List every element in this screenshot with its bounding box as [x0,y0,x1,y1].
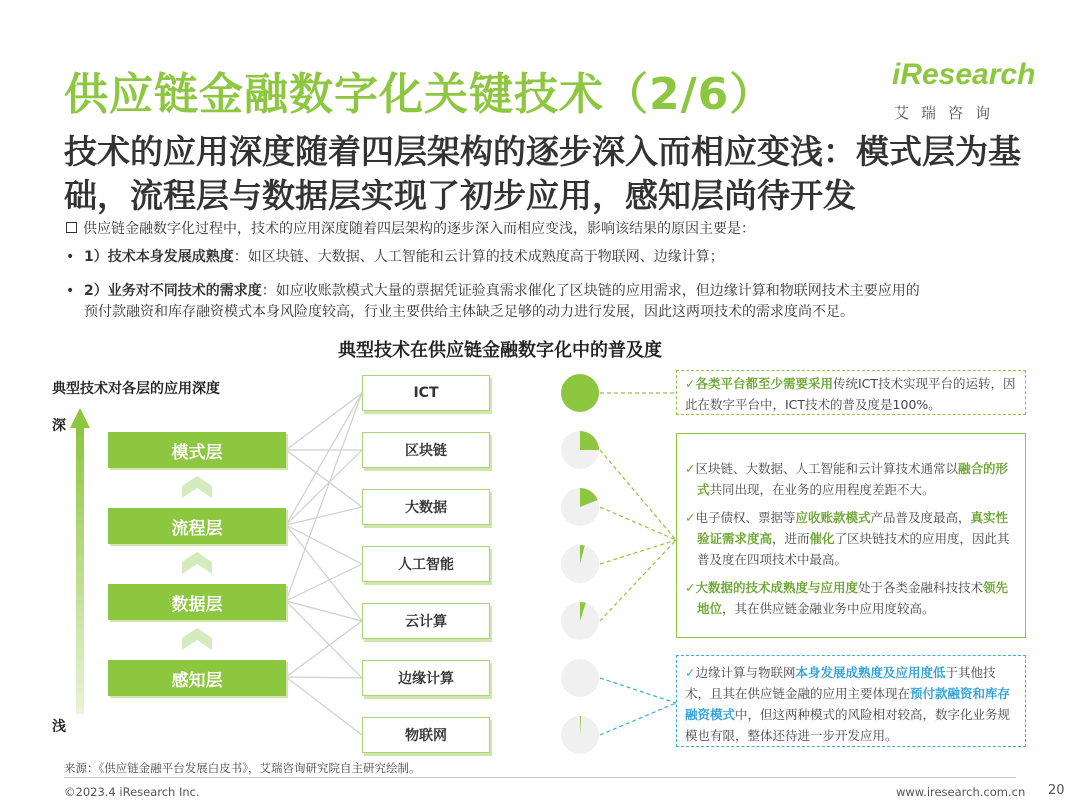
pie-slice-1 [580,431,599,450]
point-2-bold: 2）业务对不同技术的需求度 [84,283,262,299]
note-low-b2: 预付款融资和库存融资模式 [685,686,1011,722]
note-mid-2-t2: 产品普及度最高， [870,510,971,525]
adoption-pies [561,374,599,754]
intro-label: 供应链金融数字化过程中，技术的应用深度随着四层架构的逐步深入而相应变浅，影响该结果的原因主要是： [83,221,755,237]
check-icon: ✓ [685,461,696,476]
axis-title: 典型技术对各层的应用深度 [52,381,220,397]
tech-ai: 人工智能 [362,546,490,582]
point-2-text: ：如应收账款模式大量的票据凭证验真需求催化了区块链的应用需求，但边缘计算和物联网技术主要应用的 [261,283,920,299]
tech-edge: 边缘计算 [362,660,490,696]
note-ict-bold: 各类平台都至少需要采用 [695,376,833,391]
diagram-title: 典型技术在供应链金融数字化中的普及度 [338,340,662,361]
note-mid-2-b1: 应收账款模式 [795,510,871,525]
check-icon: ✓ [685,510,696,525]
pie-slice-0 [561,374,599,412]
shallow-label: 浅 [52,719,66,735]
check-icon: ✓ [685,580,696,595]
point-2-text-cont: 预付款融资和库存融资模式本身风险度较高，行业主要供给主体缺乏足够的动力进行发展，因此这两项技术的需求度尚不足。 [84,304,854,320]
layer-model: 模式层 [108,432,286,468]
tech-blockchain: 区块链 [362,432,490,468]
note-mid-2-b3: 催化 [809,531,835,546]
note-mid-2 [685,507,1015,570]
note-mid-3-t1: 处于各类金融科技技术 [858,580,984,595]
note-low-t2: 于其他技术，且其在供应链金融的应用主要体现在 [685,665,996,701]
layer-process: 流程层 [108,508,286,544]
website-link[interactable]: www.iresearch.com.cn [896,785,1026,799]
layer-chevrons [182,476,212,650]
note-mid-3-t2: ，其在供应链金融业务中应用度较高。 [722,601,935,616]
note-low-t3: 中，但这两种模式的风险相对较高，数字化业务规模也有限，整体还待进一步开发应用。 [685,707,1011,743]
note-mid-2-t3: ，进而 [772,531,810,546]
tech-cloud: 云计算 [362,603,490,639]
tech-iot: 物联网 [362,717,490,753]
source-note: 来源：《供应链金融平台发展白皮书》，艾瑞咨询研究院自主研究绘制。 [64,761,421,775]
depth-arrow [70,408,90,714]
page-title: 供应链金融数字化关键技术（2/6） [64,69,775,120]
note-mid-2-t1: 电子债权、票据等 [695,510,796,525]
point-1-bold: 1）技术本身发展成熟度 [84,249,234,265]
note-mid-3-b1: 大数据的技术成熟度与应用度 [695,580,858,595]
note-ict-text: 传统ICT技术实现平台的运转，因此在数字平台中，ICT技术的普及度是100%。 [685,376,1016,412]
note-low-t1: 边缘计算与物联网 [695,665,796,680]
check-icon: ✓ [685,665,696,680]
deep-label: 深 [52,418,66,434]
note-mid-3-b2: 领先地位 [697,580,1009,616]
tech-bigdata: 大数据 [362,489,490,525]
footer-divider [64,777,1016,778]
logo-subtext: 艾瑞咨询 [894,104,1003,122]
note-mid-3 [685,577,1015,619]
layer-tech-lines [286,393,362,735]
note-mid [676,433,1026,638]
note-low [676,655,1026,747]
note-mid-2-t4: 了区块链技术的应用度，因此其普及度在四项技术中最高。 [697,531,1010,567]
copyright: ©2023.4 iResearch Inc. [64,785,200,799]
bullet-icon: • [66,249,75,265]
note-ict [676,370,1026,415]
layer-perception: 感知层 [108,660,286,696]
page-subtitle: 技术的应用深度随着四层架构的逐步深入而相应变浅：模式层为基础，流程层与数据层实现了初步应用，感知层尚待开发 [64,132,1021,215]
note-mid-1 [685,458,1015,500]
bullet-icon: • [66,283,75,299]
note-mid-2-b2: 真实性验证需求度高 [697,510,1009,546]
logo-wordmark: iResearch [892,58,1036,91]
pie-note-lines [600,393,676,735]
layer-data: 数据层 [108,584,286,620]
tech-ict: ICT [362,375,490,411]
note-mid-1-t2: 共同出现，在业务的应用程度差距不大。 [709,482,935,497]
note-mid-1-b1: 融合的形式 [697,461,1009,497]
note-low-b1: 本身发展成熟度及应用度低 [795,665,946,680]
point-1-text: ：如区块链、大数据、人工智能和云计算的技术成熟度高于物联网、边缘计算； [233,249,724,265]
pie-bg-5 [561,659,599,697]
note-mid-1-t1: 区块链、大数据、人工智能和云计算技术通常以 [695,461,958,476]
page-number: 20 [1048,783,1065,798]
check-icon: ✓ [685,376,696,391]
